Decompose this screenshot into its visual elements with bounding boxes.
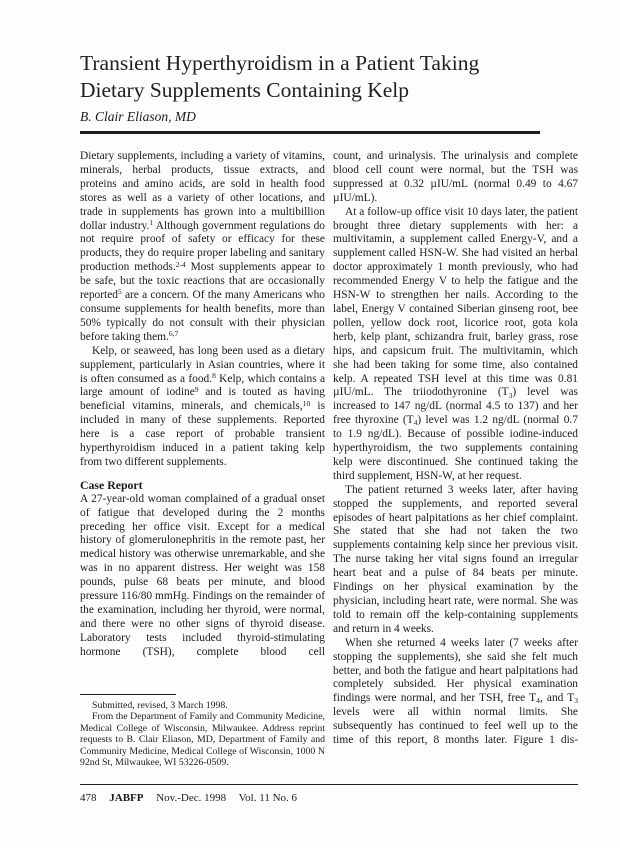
section-heading-case-report: Case Report bbox=[80, 477, 143, 492]
author-byline: B. Clair Eliason, MD bbox=[80, 109, 196, 124]
reference-citation: 5 bbox=[117, 287, 122, 297]
reference-citation: 2-4 bbox=[175, 259, 186, 269]
paragraph-recovery: When she returned 4 weeks later (7 weeks after stopping the supplements), she said she felt much better, and both the fatigue and heart palpitations had completely subsided. Her physical examination findings were normal, and her TSH, free $T_4$, and $T_3$ levels were all within normal limits. She subsequently has continued to feel well up to the time of this report, 8 months later. Figure 1 dis- bbox=[333, 636, 578, 747]
reference-citation: 9 bbox=[194, 384, 199, 394]
subscript: 3 bbox=[508, 390, 513, 400]
footer-issue: Nov.-Dec. 1998 bbox=[156, 792, 227, 804]
article-title-line-1: Transient Hyperthyroidism in a Patient Taking bbox=[80, 51, 480, 75]
subscript: 4 bbox=[536, 696, 540, 706]
paragraph-intro: Dietary supplements, including a variety of vitamins, minerals, herbal products, tissue extracts, and proteins and amino acids, are sold in health food stores as well as a variety of other locations, and trade in supplements has grown into a multibillion dollar industry.$^1$ Although government regulations do not require proof of safety or efficacy for these products, they do require proper labeling and sanitary production methods.$^{2-4}$ Most supplements appear to be safe, but the toxic reactions that are occasionally reported$^5$ are a concern. Of the many Americans who consume supplements for health benefits, more than 50% typically do not consult with their physician before taking them.$^{6,7}$ bbox=[80, 150, 325, 343]
paragraph-kelp: Kelp, or seaweed, has long been used as a dietary supplement, particularly in Asian countries, where it is often consumed as a food.$^8$ Kelp, which contains a large amount of iodine$^9$ and is touted as having beneficial vitamins, minerals, and chemicals,$^{10}$ is included in many of these supplements. Reported here is a case report of probable transient hyperthyroidism induced in a patient taking kelp from two different supplements. bbox=[80, 344, 326, 468]
footnote bbox=[80, 700, 325, 768]
reference-citation: 8 bbox=[212, 370, 216, 380]
title-rule bbox=[80, 131, 540, 134]
page-footer bbox=[80, 792, 307, 805]
footer-journal-name: JABFP bbox=[109, 792, 144, 804]
paragraph-return-visit: The patient returned 3 weeks later, after having stopped the supplements, and reported several episodes of heart palpitations as her chief complaint. She stated that she had not taken the two supplements containing kelp since her previous visit. The nurse taking her vital signs found an irregular heart beat and a pulse of 84 beats per minute. Findings on her physical examination by the physician, including heart rate, were normal. She was told to remain off the kelp-containing supplements and return in 4 weeks. bbox=[333, 483, 578, 635]
subscript: 4 bbox=[413, 418, 418, 428]
article-title-line-2: Dietary Supplements Containing Kelp bbox=[80, 78, 410, 102]
footnote-submitted: Submitted, revised, 3 March 1998. bbox=[92, 700, 228, 711]
paragraph-follow-up: At a follow-up office visit 10 days later, the patient brought three dietary supplements with her: a multivitamin, a supplement called Energy-V, and a supplement called HSN-W. She had visited an herbal doctor approximately 1 month previously, who had recommended Energy V to help the fatigue and the HSN-W to strengthen her nails. According to the label, Energy V contained Siberian ginseng root, bee pollen, yellow dock root, licorice root, gota kola herb, kelp plant, schizandra fruit, barley grass, rose hips, and capsicum fruit. The multivitamin, which she had been taking for some time, also contained kelp. A repeated TSH level at this time was 0.81 µIU/mL. The triiodothyronine $(T_3)$ level was increased to 147 ng/dL (normal 4.5 to 137) and her free thyroxine $(T_4)$ level was 1.2 ng/dL (normal 0.7 to 1.9 ng/dL). Because of possible iodine-induced hyperthyroidism, the two supplements containing kelp were discontinued. She continued taking the third supplement, HSN-W, at her request. bbox=[333, 205, 578, 482]
article-title bbox=[80, 50, 479, 104]
footnote-rule bbox=[80, 694, 176, 695]
reference-citation: 1 bbox=[149, 217, 154, 227]
left-column bbox=[80, 150, 325, 660]
right-column bbox=[333, 150, 578, 748]
footer-volume: Vol. 11 No. 6 bbox=[238, 792, 298, 804]
reference-citation: 10 bbox=[302, 398, 311, 408]
subscript: 3 bbox=[574, 696, 578, 706]
footer-page-number: 478 bbox=[80, 792, 97, 804]
footer-rule bbox=[80, 784, 578, 785]
footnote-affiliation: From the Department of Family and Community Medicine, Medical College of Wisconsin, Milwaukee. Address reprint requests to B. Clair Eliason, MD, Department of Family and Community Medicine, Medical College of Wisconsin, 1000 N 92nd St, Milwaukee, WI 53226-0509. bbox=[80, 711, 325, 769]
paragraph-case-continued: count, and urinalysis. The urinalysis and complete blood cell count were normal, but the TSH was suppressed at 0.32 µIU/mL (normal 0.49 to 4.67 µIU/mL). bbox=[333, 150, 578, 204]
reference-citation: 6,7 bbox=[168, 329, 179, 339]
paragraph-case-history: A 27-year-old woman complained of a gradual onset of fatigue that developed during the 2 months preceding her office visit. Except for a medical history of glomerulonephritis in the remote past, her medical history was otherwise unremarkable, and she was in no apparent distress. Her weight was 158 pounds, pulse 68 beats per minute, and blood pressure 116/80 mmHg. Findings on the remainder of the examination, including her thyroid, were normal, and there were no other signs of thyroid disease. Laboratory tests included thyroid-stimulating hormone (TSH), complete blood cell bbox=[80, 492, 325, 658]
